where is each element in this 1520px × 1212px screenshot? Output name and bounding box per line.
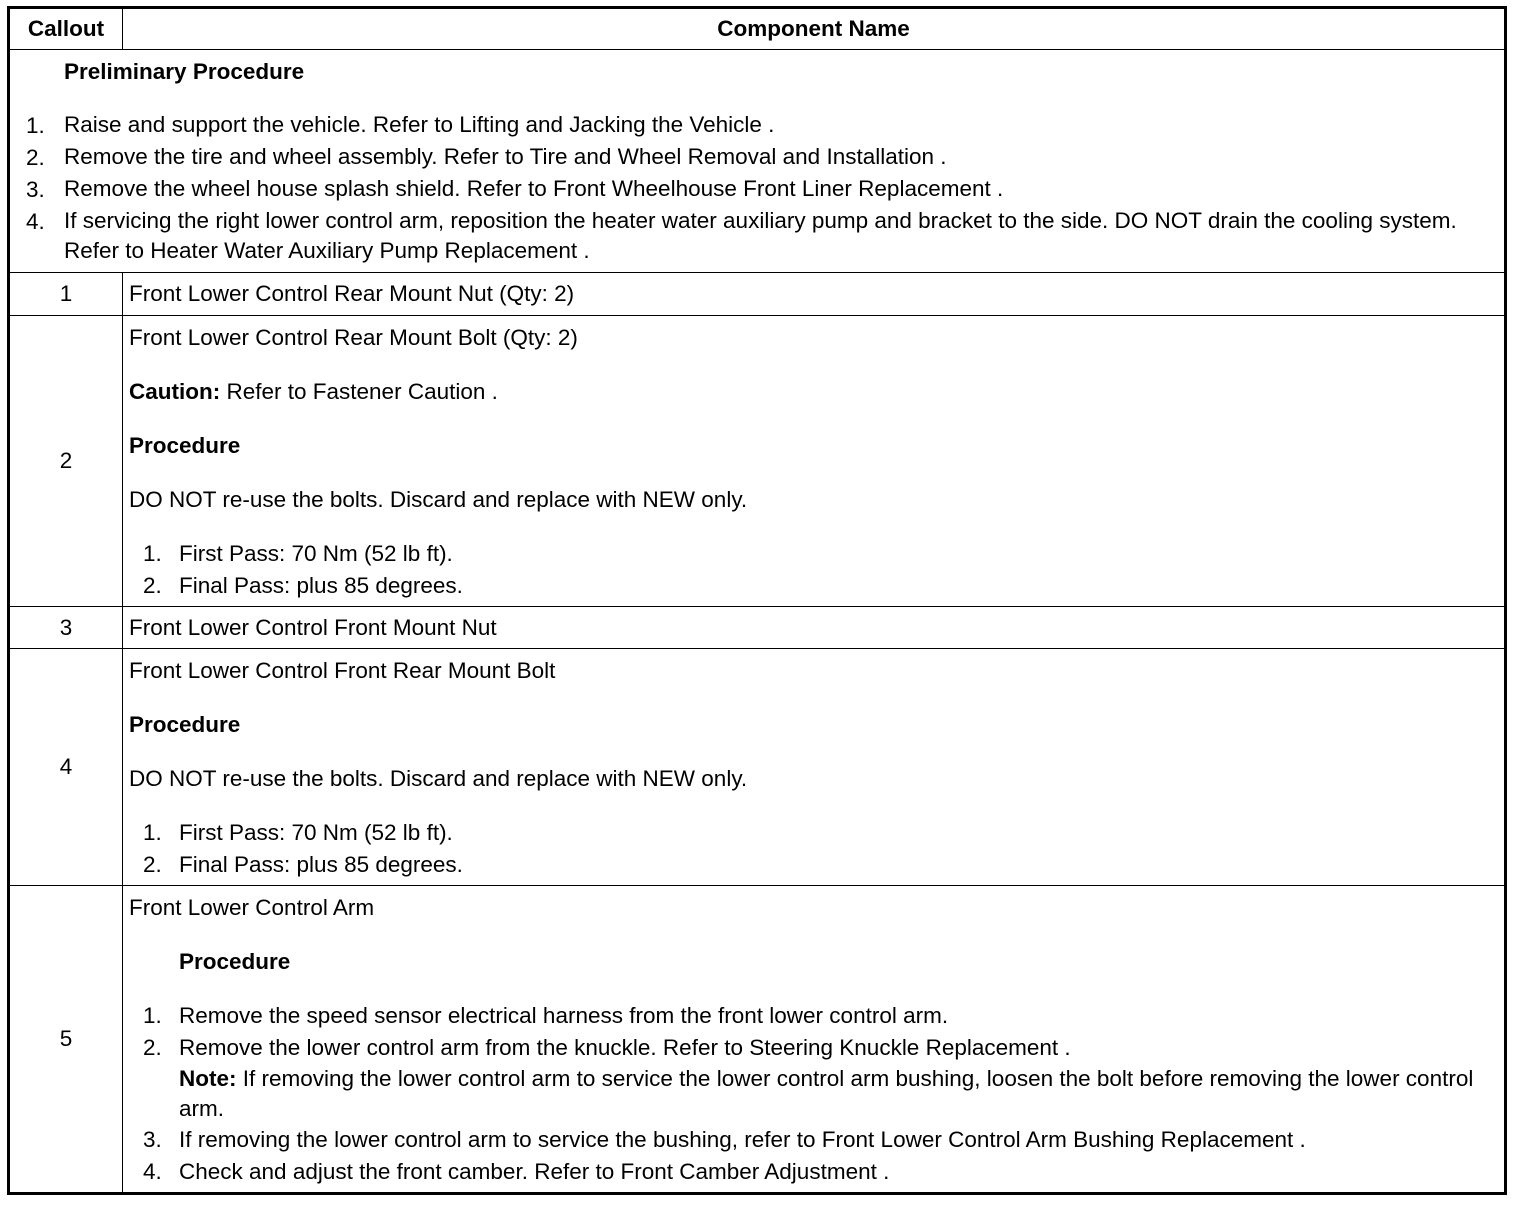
torque-steps [143, 817, 1498, 881]
list-item: 2. Remove the tire and wheel assembly. Refer to Tire and Wheel Removal and Installation . [26, 144, 947, 170]
table-row [10, 315, 1504, 606]
list-item: 1. First Pass: 70 Nm (52 lb ft). [143, 820, 453, 845]
procedure-text: DO NOT re-use the bolts. Discard and replace with NEW only. [129, 487, 748, 512]
component-detail [123, 316, 1504, 606]
preliminary-row [10, 49, 1504, 272]
procedure-label: Procedure [129, 433, 241, 458]
list-item: 4. Check and adjust the front camber. Refer to Front Camber Adjustment . [143, 1159, 890, 1184]
component-name: Front Lower Control Front Rear Mount Bolt [129, 658, 556, 683]
callout-number: 2 [10, 316, 123, 606]
component-detail [123, 886, 1504, 1192]
callout-number: 1 [10, 273, 123, 315]
callout-header: Callout [10, 9, 123, 49]
table-row [10, 648, 1504, 885]
table-row [10, 272, 1504, 315]
table-header [10, 9, 1504, 49]
table-row [10, 606, 1504, 648]
caution [129, 376, 1498, 408]
component-name: Front Lower Control Rear Mount Nut (Qty: 2) [129, 281, 575, 306]
list-item: 1. Remove the speed sensor electrical harness from the front lower control arm. [143, 1003, 949, 1028]
callout-number: 3 [10, 607, 123, 648]
preliminary-title: Preliminary Procedure [64, 59, 305, 84]
caution-label: Caution: [129, 379, 221, 404]
component-name: Front Lower Control Front Mount Nut [129, 614, 497, 640]
preliminary-steps [26, 110, 1494, 266]
procedure-label: Procedure [179, 949, 291, 974]
list-item: 4. If servicing the right lower control arm, reposition the heater water auxiliary pump and bracket to the side. DO NOT drain the cooling system. Refer to Heater Water Auxiliary Pump Replacement . [26, 208, 1457, 263]
procedure-label: Procedure [129, 712, 241, 737]
list-item: 2. Remove the lower control arm from the knuckle. Refer to Steering Knuckle Replacement . Note: If removing the lower control arm to service the lower control arm bushing, loosen the bolt before removing the lower control arm. [143, 1032, 1498, 1124]
torque-steps [143, 538, 1498, 602]
caution-text: Refer to Fastener Caution . [220, 379, 498, 404]
removal-steps [143, 1000, 1498, 1188]
component-name: Front Lower Control Rear Mount Bolt (Qty: 2) [129, 325, 578, 350]
procedure-text: DO NOT re-use the bolts. Discard and replace with NEW only. [129, 766, 748, 791]
list-item: 3. Remove the wheel house splash shield. Refer to Front Wheelhouse Front Liner Replacement . [26, 176, 1004, 202]
note [179, 1064, 1498, 1124]
callout-number: 4 [10, 649, 123, 885]
component-name-header: Component Name [717, 16, 910, 41]
list-item: 1. Raise and support the vehicle. Refer to Lifting and Jacking the Vehicle . [26, 112, 775, 138]
list-item: 3. If removing the lower control arm to service the bushing, refer to Front Lower Control Arm Bushing Replacement . [143, 1127, 1306, 1152]
component-detail [123, 649, 1504, 885]
component-name: Front Lower Control Arm [129, 895, 375, 920]
list-item: 1. First Pass: 70 Nm (52 lb ft). [143, 541, 453, 566]
callout-number: 5 [10, 886, 123, 1192]
list-item: 2. Final Pass: plus 85 degrees. [143, 573, 463, 598]
preliminary-procedure [10, 50, 1504, 272]
procedure-table [7, 6, 1507, 1195]
note-text: If removing the lower control arm to service the lower control arm bushing, loosen the bolt before removing the lower control arm. [179, 1066, 1474, 1121]
note-label: Note: [179, 1066, 237, 1091]
list-item: 2. Final Pass: plus 85 degrees. [143, 852, 463, 877]
table-row [10, 885, 1504, 1192]
